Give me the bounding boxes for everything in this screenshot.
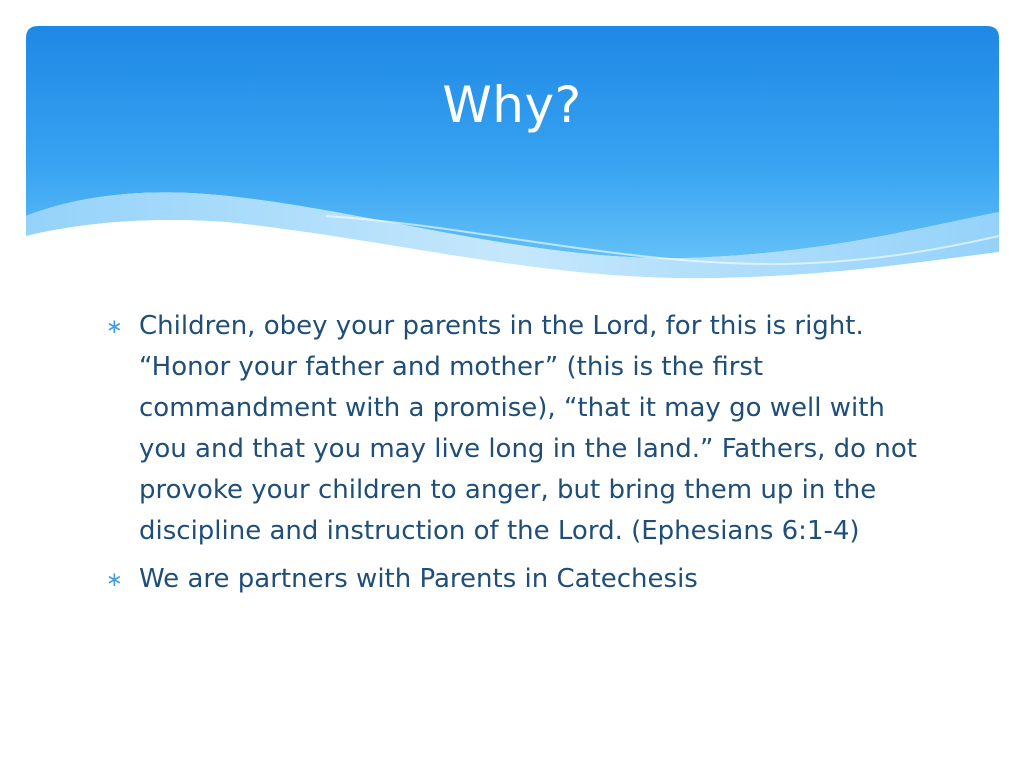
slide-title: Why? [442, 76, 582, 134]
asterisk-icon: ∗ [106, 567, 123, 591]
asterisk-icon: ∗ [106, 314, 123, 338]
header-band [26, 26, 999, 288]
header-wave-graphic [26, 26, 999, 288]
bullet-list [106, 306, 926, 607]
bullet-text: We are partners with Parents in Catechesis [139, 564, 698, 594]
bullet-item [106, 559, 926, 600]
bullet-item [106, 306, 926, 552]
bullet-text: Children, obey your parents in the Lord, for this is right. “Honor your father and mother” (this is the first commandment with a promise), “that it may go well with you and that you may live long in the land.” Fathers, do not provoke your children to anger, but bring them up in the discipline and instruction of the Lord. (Ephesians 6:1-4) [139, 311, 917, 546]
